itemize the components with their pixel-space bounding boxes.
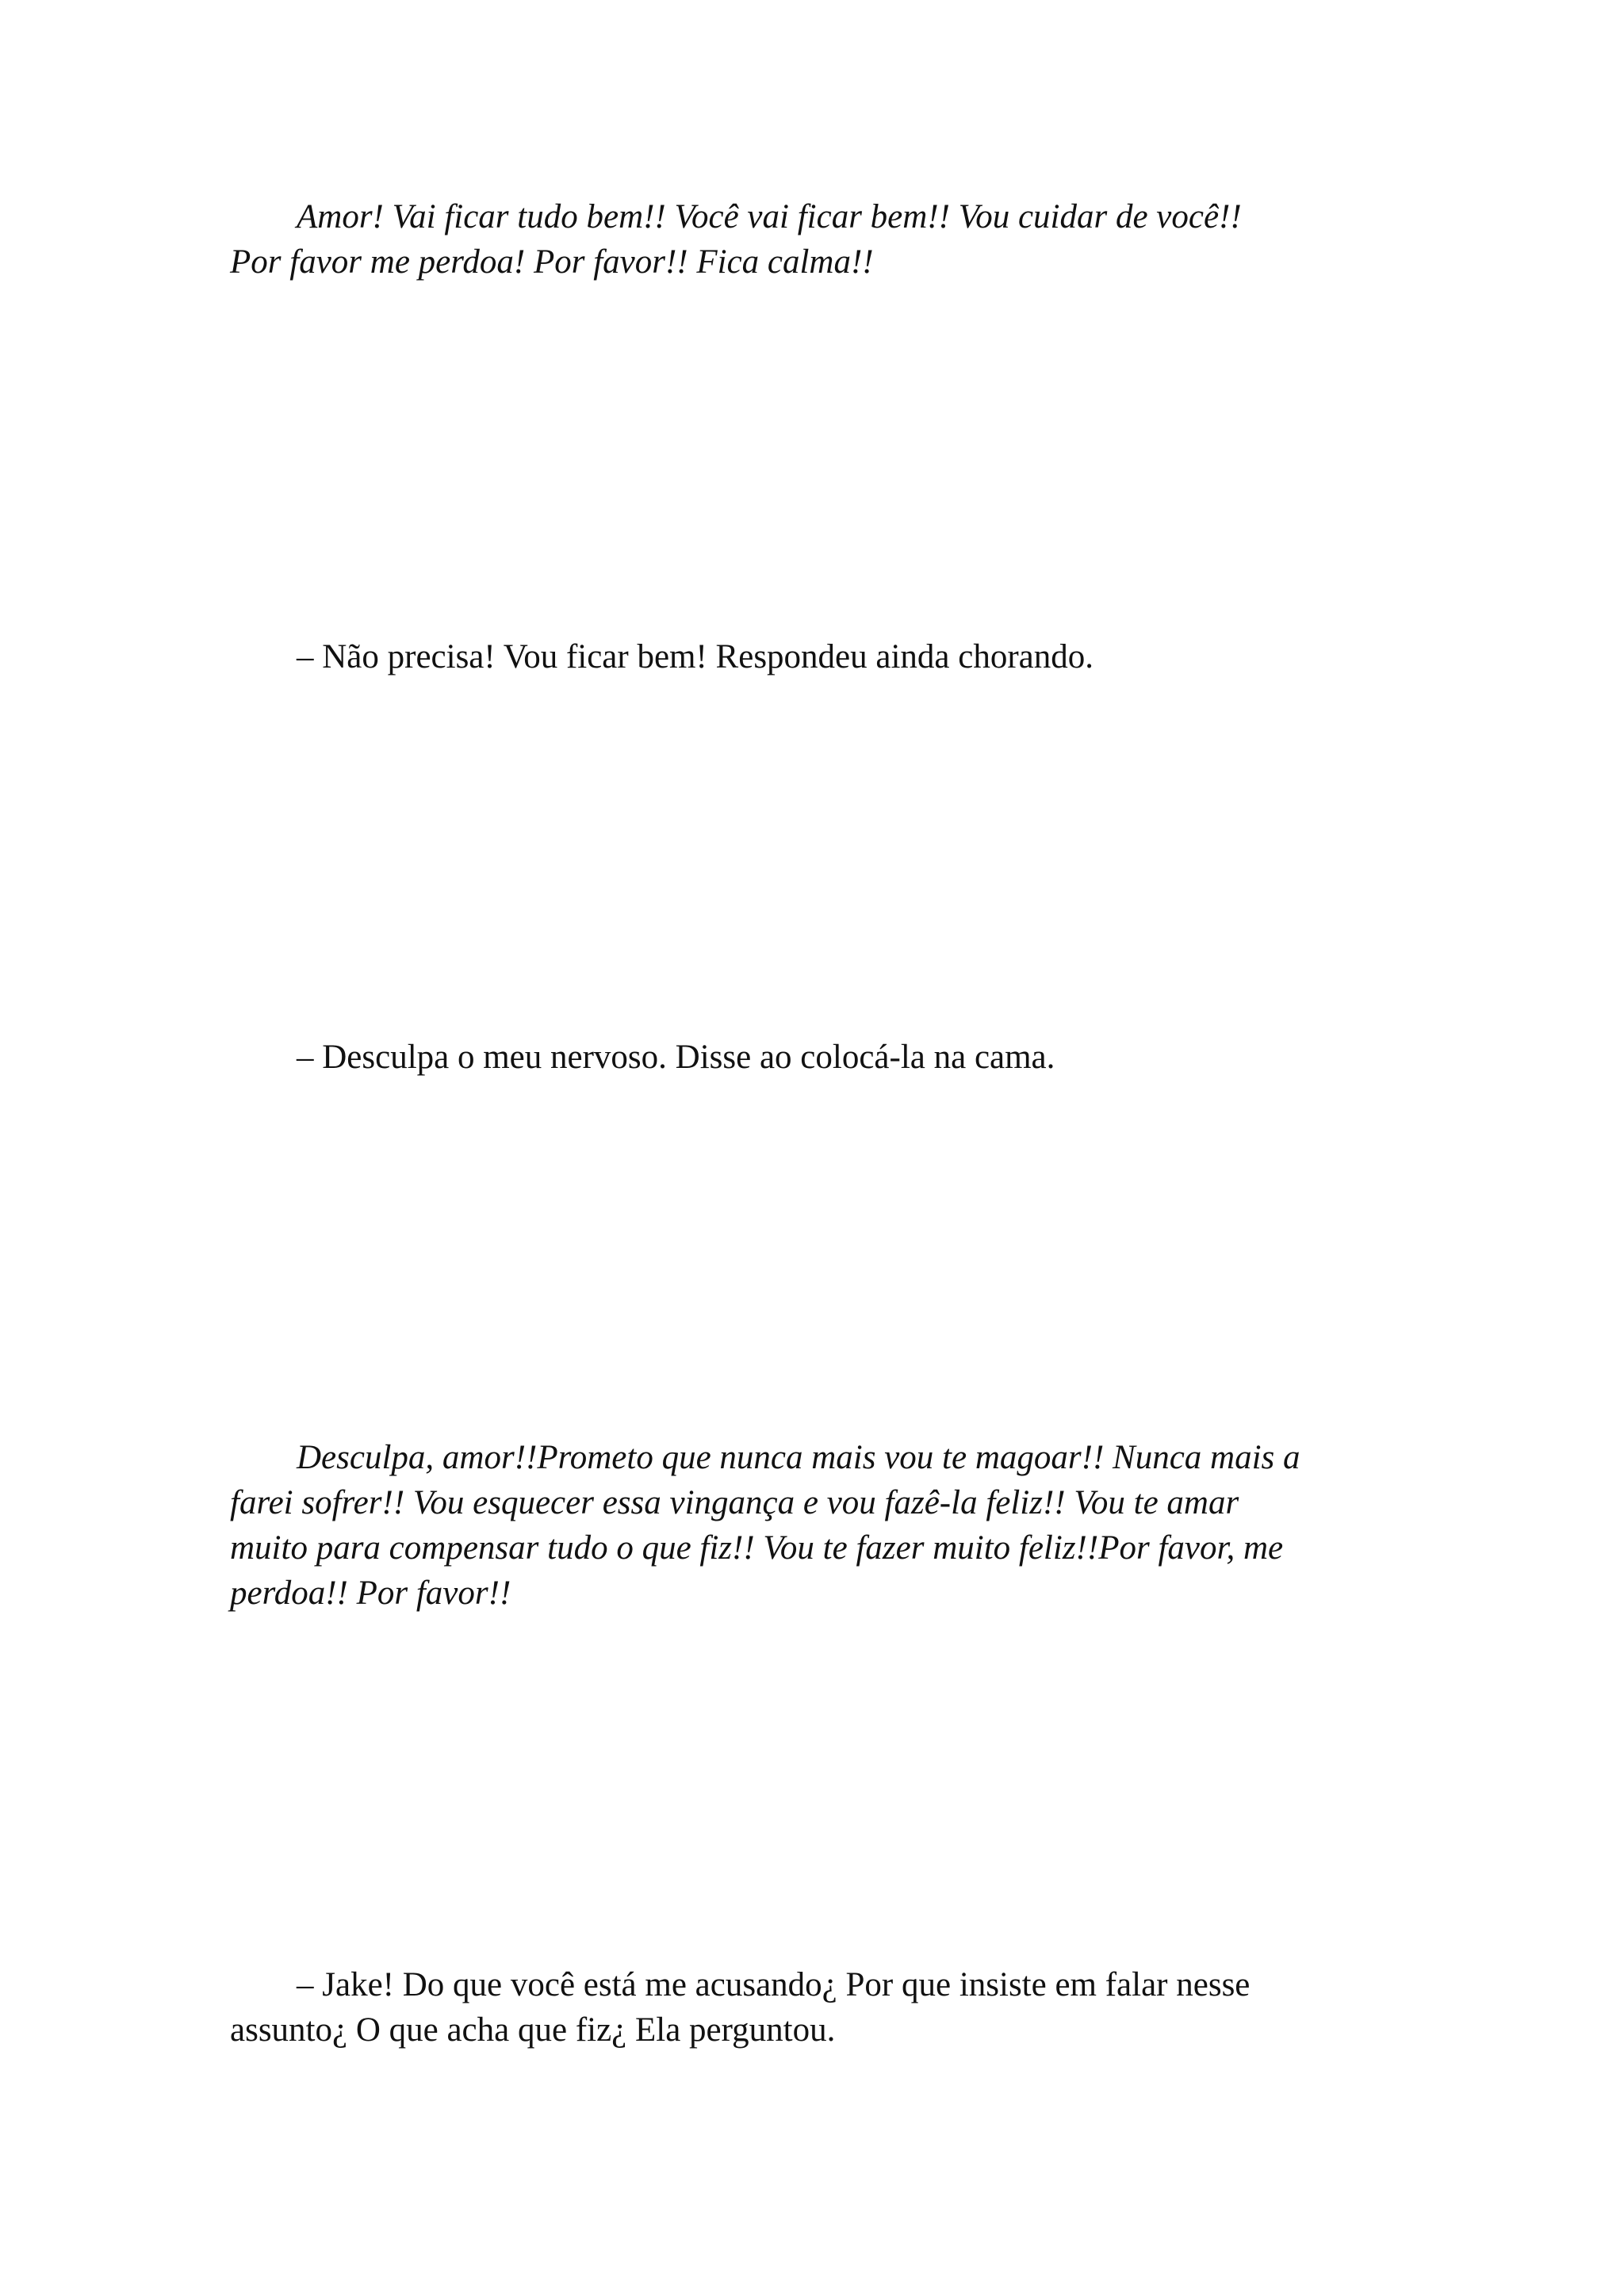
text-line: – Jake! Do que você está me acusando¿ Por que insiste em falar nesse bbox=[297, 1966, 1251, 2003]
text-line: Amor! Vai ficar tudo bem!! Você vai ficar bem!! Vou cuidar de você!! bbox=[297, 198, 1242, 235]
paragraph-dialogue bbox=[230, 634, 1396, 679]
text-line: Desculpa, amor!!Prometo que nunca mais vou te magoar!! Nunca mais a bbox=[297, 1439, 1300, 1476]
text-line: – Não precisa! Vou ficar bem! Respondeu ainda chorando. bbox=[297, 638, 1094, 675]
paragraph-dialogue bbox=[230, 1962, 1396, 2053]
text-line: – Desculpa o meu nervoso. Disse ao colocá-la na cama. bbox=[297, 1039, 1055, 1076]
text-line: Por favor me perdoa! Por favor!! Fica calma!! bbox=[230, 243, 874, 281]
paragraph-italic-promise bbox=[230, 1435, 1396, 1616]
text-line: muito para compensar tudo o que fiz!! Vou te fazer muito feliz!!Por favor, me bbox=[230, 1529, 1284, 1567]
paragraph-italic-plea bbox=[230, 194, 1396, 285]
text-line: farei sofrer!! Vou esquecer essa vingança e vou fazê-la feliz!! Vou te amar bbox=[230, 1484, 1239, 1521]
paragraph-dialogue bbox=[230, 1035, 1396, 1080]
text-line: perdoa!! Por favor!! bbox=[230, 1575, 511, 1612]
text-line: assunto¿ O que acha que fiz¿ Ela perguntou. bbox=[230, 2011, 836, 2049]
